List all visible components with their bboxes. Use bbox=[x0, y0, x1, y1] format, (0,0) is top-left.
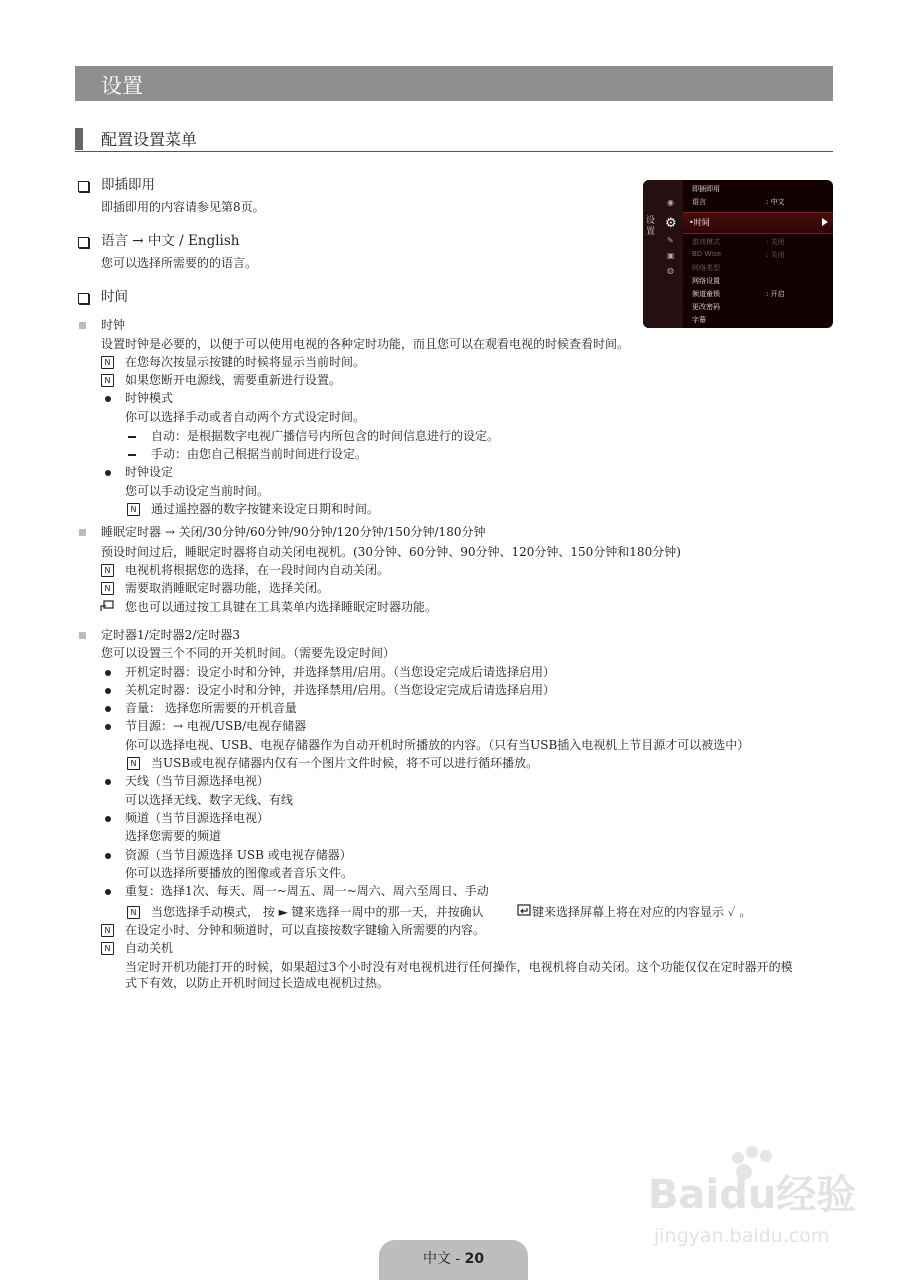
menu-item: 语言 bbox=[692, 198, 706, 206]
enter-key-icon bbox=[517, 904, 531, 916]
note-icon: N bbox=[101, 924, 114, 937]
note-icon: N bbox=[101, 564, 114, 577]
plug-desc: 即插即用的内容请参见第8页。 bbox=[101, 200, 265, 214]
timer-resource: 资源（当节目源选择 USB 或电视存储器） bbox=[125, 848, 352, 862]
timer-channel: 频道（当节目源选择电视） bbox=[125, 811, 270, 825]
sleep-note-1: 电视机将根据您的选择，在一段时间内自动关闭。 bbox=[125, 563, 390, 577]
menu-item: 字幕 bbox=[692, 316, 706, 324]
timer-off: 关机定时器：设定小时和分钟，并选择禁用/启用。（当您设定完成后请选择启用） bbox=[125, 683, 556, 697]
note-icon: N bbox=[127, 906, 140, 919]
note-icon: N bbox=[101, 374, 114, 387]
bullet-dot-icon bbox=[105, 396, 111, 402]
menu-item: 频道童锁 bbox=[692, 290, 720, 298]
clock-set-desc: 您可以手动设定当前时间。 bbox=[125, 484, 270, 498]
timer-title: 定时器1/定时器2/定时器3 bbox=[101, 628, 240, 642]
bullet-dot-icon bbox=[105, 688, 111, 694]
clock-mode-auto: 自动：是根据数字电视广播信号内所包含的时间信息进行的设定。 bbox=[151, 429, 500, 443]
menu-side-label: 设置 bbox=[646, 216, 656, 237]
timer-antenna: 天线（当节目源选择电视） bbox=[125, 774, 270, 788]
timer-source-desc: 你可以选择电视、USB、电视存储器作为自动开机时所播放的内容。（只有当USB插入电视机上节目源才可以被选中） bbox=[125, 738, 750, 752]
menu-item-value: : 中文 bbox=[766, 198, 785, 206]
sleep-desc: 预设时间过后，睡眠定时器将自动关闭电视机。(30分钟、60分钟、90分钟、120分钟、150分钟和180分钟) bbox=[101, 545, 681, 559]
app-icon: ◍ bbox=[667, 266, 674, 275]
sleep-note-2: 需要取消睡眠定时器功能，选择关闭。 bbox=[125, 581, 330, 595]
timer-source-note: 当USB或电视存储器内仅有一个图片文件时候，将不可以进行循环播放。 bbox=[151, 756, 539, 770]
clock-mode-manual: 手动：由您自己根据当前时间进行设定。 bbox=[151, 447, 368, 461]
picture-icon: ◉ bbox=[667, 198, 674, 207]
section-marker bbox=[75, 128, 83, 150]
tv-settings-menu bbox=[643, 180, 833, 328]
clock-mode-desc: 你可以选择手动或者自动两个方式设定时间。 bbox=[125, 410, 366, 424]
timer-volume: 音量： 选择您所需要的开机音量 bbox=[125, 701, 297, 715]
page-number-label bbox=[379, 1248, 528, 1268]
footer-lang: 中文 - bbox=[422, 1251, 461, 1267]
timer-note-1: 在设定小时、分钟和频道时，可以直接按数字键输入所需要的内容。 bbox=[125, 923, 486, 937]
clock-set-title: 时钟设定 bbox=[125, 465, 174, 479]
bullet-dot-icon bbox=[105, 853, 111, 859]
note-icon: N bbox=[127, 503, 140, 516]
watermark-url: jingyan.baidu.com bbox=[654, 1225, 830, 1247]
menu-sidebar bbox=[643, 180, 683, 328]
timer-on: 开机定时器：设定小时和分钟，并选择禁用/启用。（当您设定完成后请选择启用） bbox=[125, 665, 556, 679]
lang-desc: 您可以选择所需要的的语言。 bbox=[101, 256, 258, 270]
gray-square-bullet-icon bbox=[79, 322, 86, 329]
timer-note-2-desc-2: 式下有效，以防止开机时间过长造成电视机过热。 bbox=[125, 976, 390, 990]
support-icon: ✎ bbox=[667, 236, 674, 245]
clock-mode-title: 时钟模式 bbox=[125, 391, 174, 405]
timer-channel-desc: 选择您需要的频道 bbox=[125, 829, 222, 843]
menu-item: 更改密码 bbox=[692, 303, 720, 311]
bullet-dot-icon bbox=[105, 816, 111, 822]
timer-resource-desc: 你可以选择所要播放的图像或者音乐文件。 bbox=[125, 866, 354, 880]
menu-right-arrow-icon bbox=[822, 218, 828, 226]
clock-desc: 设置时钟是必要的，以便于可以使用电视的各种定时功能，而且您可以在观看电视的时候查看时间。 bbox=[101, 337, 630, 351]
menu-item: 网络设置 bbox=[692, 277, 720, 285]
bullet-dot-icon bbox=[105, 670, 111, 676]
bullet-dot-icon bbox=[105, 779, 111, 785]
page-number: 20 bbox=[464, 1251, 485, 1267]
checkbox-bullet-icon bbox=[78, 293, 89, 304]
setup-gear-icon: ⚙ bbox=[665, 216, 677, 231]
sleep-tool-note: 您也可以通过按工具键在工具菜单内选择睡眠定时器功能。 bbox=[125, 600, 438, 614]
bullet-dot-icon bbox=[105, 724, 111, 730]
dash-bullet-icon bbox=[128, 454, 136, 456]
note-icon: N bbox=[101, 582, 114, 595]
watermark-brand: Baidu经验 bbox=[648, 1172, 857, 1218]
menu-item: 即插即用 bbox=[692, 185, 720, 193]
checkbox-bullet-icon bbox=[78, 237, 89, 248]
page-header bbox=[75, 66, 833, 101]
menu-item-value: : 关闭 bbox=[766, 251, 785, 259]
sleep-title: 睡眠定时器 → 关闭/30分钟/60分钟/90分钟/120分钟/150分钟/180分钟 bbox=[101, 525, 486, 539]
menu-item-value: : 开启 bbox=[766, 290, 785, 298]
menu-selected-label: •时间 bbox=[689, 218, 710, 227]
checkbox-bullet-icon bbox=[78, 181, 89, 192]
timer-note-2: 自动关机 bbox=[125, 941, 174, 955]
lang-title: 语言 → 中文 / English bbox=[101, 233, 240, 249]
plug-title: 即插即用 bbox=[101, 177, 155, 193]
timer-desc: 您可以设置三个不同的开关机时间。（需要先设定时间） bbox=[101, 646, 396, 660]
clock-title: 时钟 bbox=[101, 318, 126, 332]
bullet-dot-icon bbox=[105, 470, 111, 476]
timer-repeat-note-tail: 键来选择屏幕上将在对应的内容显示 ✓ 。 bbox=[532, 905, 752, 919]
section-title: 配置设置菜单 bbox=[101, 130, 198, 149]
menu-item: 游戏模式 bbox=[692, 238, 720, 246]
page-footer bbox=[379, 1240, 528, 1280]
clock-note-2: 如果您断开电源线，需要重新进行设置。 bbox=[125, 373, 342, 387]
baidu-watermark bbox=[640, 1140, 860, 1270]
clock-note-1: 在您每次按显示按键的时候将显示当前时间。 bbox=[125, 355, 366, 369]
dash-bullet-icon bbox=[128, 436, 136, 438]
timer-antenna-desc: 可以选择无线、数字无线、有线 bbox=[125, 793, 294, 807]
clock-set-note: 通过遥控器的数字按键来设定日期和时间。 bbox=[151, 502, 380, 516]
bullet-dot-icon bbox=[105, 889, 111, 895]
note-icon: N bbox=[101, 942, 114, 955]
timer-repeat: 重复：选择1次、每天、周一~周五、周一~周六、周六至周日、手动 bbox=[125, 884, 489, 898]
timer-note-2-desc-1: 当定时开机功能打开的时候，如果超过3个小时没有对电视机进行任何操作，电视机将自动关闭。这个功能仅仅在定时器开的模 bbox=[125, 960, 793, 974]
note-icon: N bbox=[127, 757, 140, 770]
note-icon: N bbox=[101, 356, 114, 369]
page-title: 设置 bbox=[101, 74, 143, 98]
menu-item: BD Wise bbox=[692, 250, 722, 258]
time-title: 时间 bbox=[101, 289, 128, 305]
tools-icon bbox=[100, 600, 114, 612]
gray-square-bullet-icon bbox=[79, 632, 86, 639]
timer-source: 节目源：→ 电视/USB/电视存储器 bbox=[125, 719, 307, 733]
timer-repeat-note: 当您选择手动模式， 按 ► 键来选择一周中的那一天，并按确认 bbox=[151, 905, 484, 919]
menu-item: 网络类型 bbox=[692, 264, 720, 272]
section-heading bbox=[75, 126, 833, 152]
bullet-dot-icon bbox=[105, 706, 111, 712]
gray-square-bullet-icon bbox=[79, 529, 86, 536]
menu-item-value: : 关闭 bbox=[766, 238, 785, 246]
input-icon: ▣ bbox=[667, 251, 675, 260]
